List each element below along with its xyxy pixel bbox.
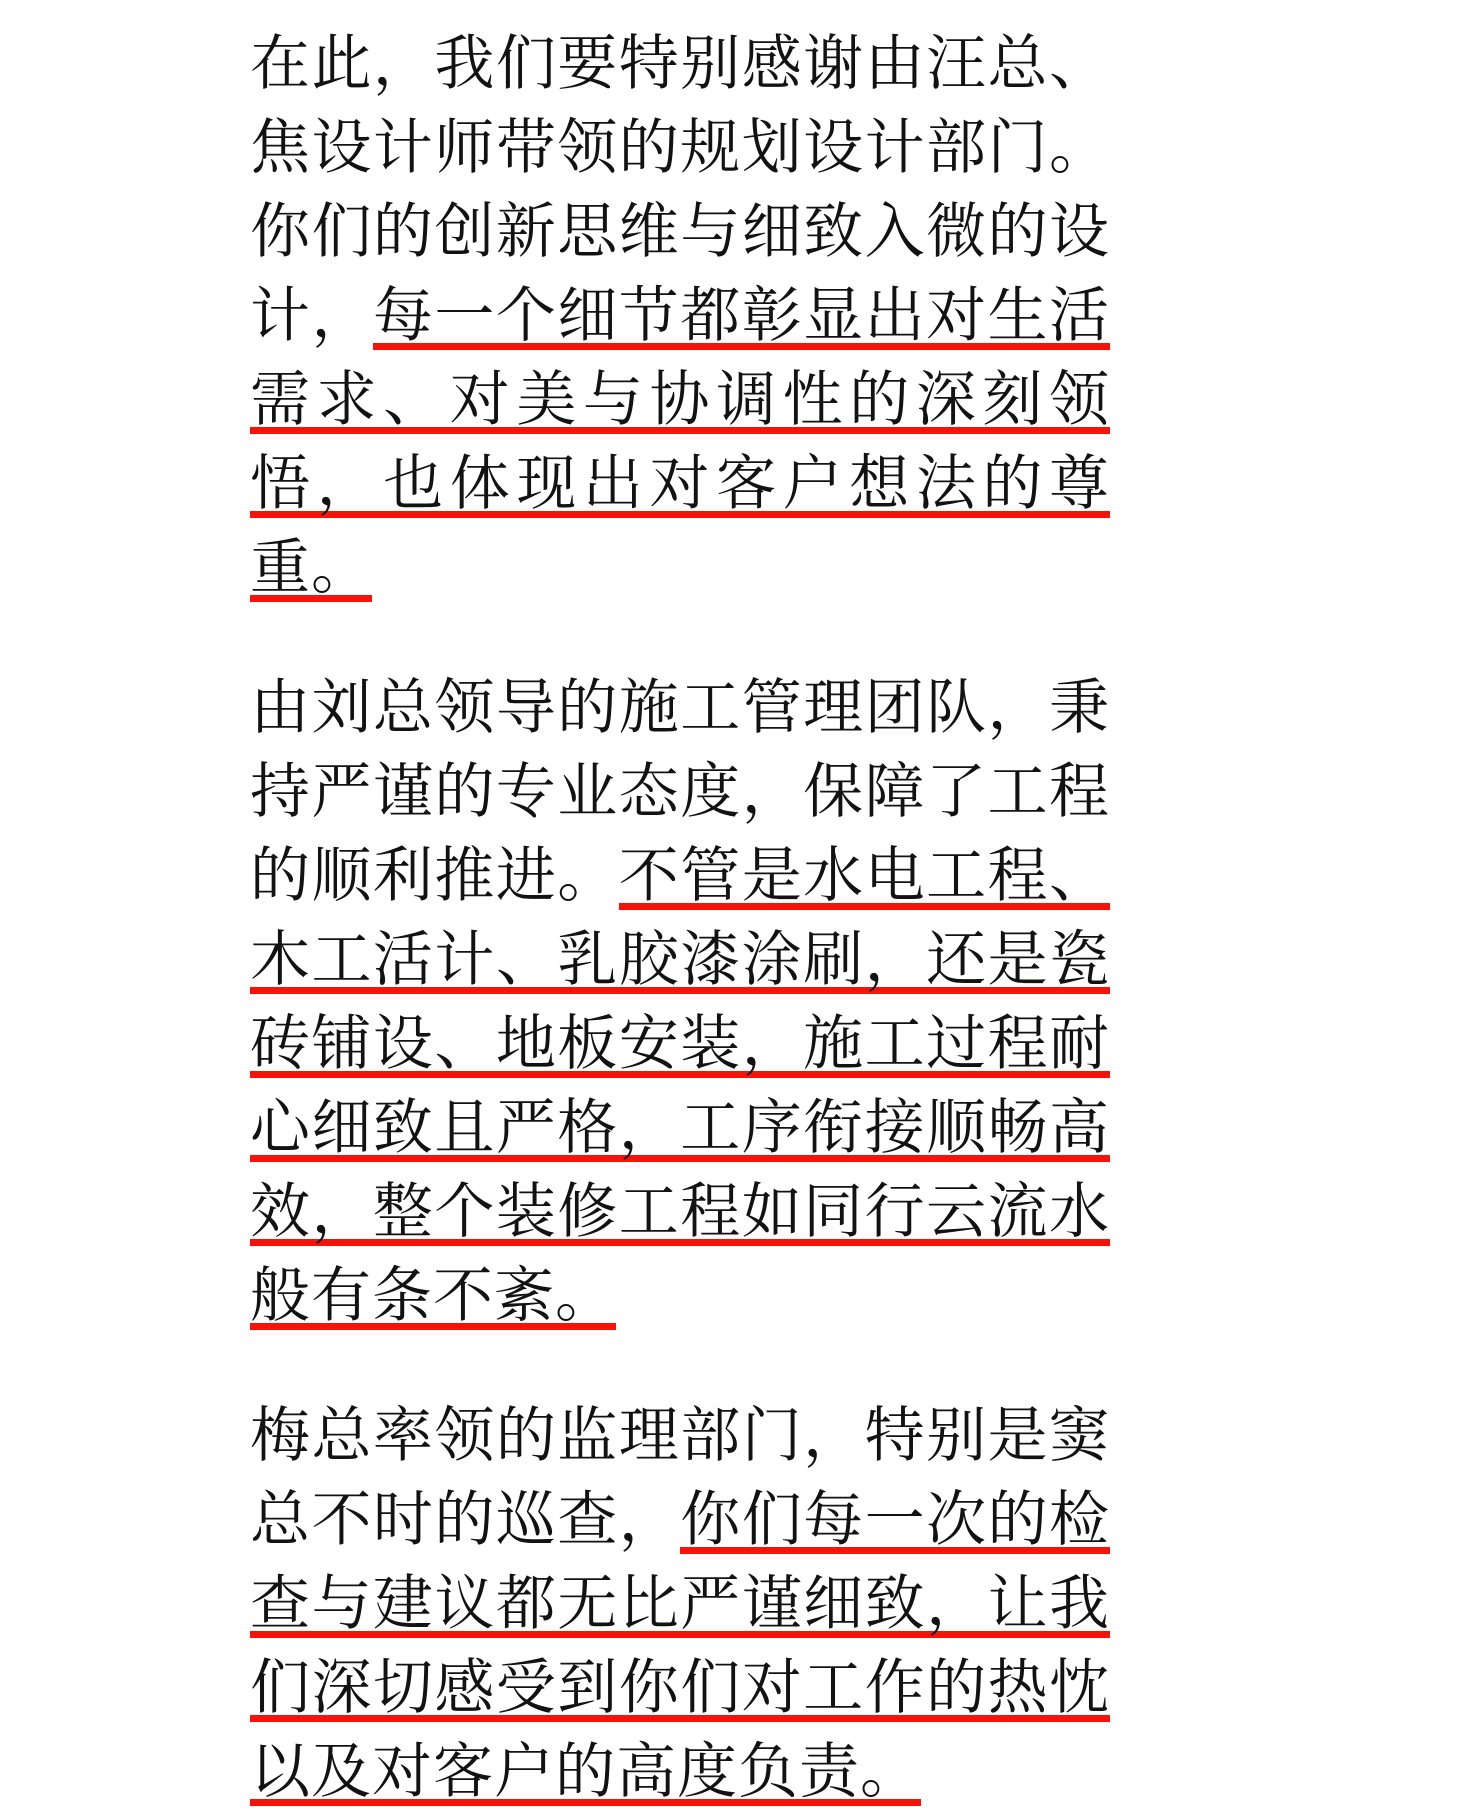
paragraph-1-run-plain: 在此，我们要特别感谢由汪总、焦设计师带领的规划设计部门。你们的创新思维与细致入微的设计， (250, 29, 1110, 351)
paragraph-2 (250, 666, 1110, 1338)
paragraph-1-run-highlighted: 每一个细节都彰显出对生活需求、对美与协调性的深刻领悟，也体现出对客户想法的尊重。 (250, 281, 1111, 603)
paragraph-1 (250, 22, 1110, 610)
paragraph-3-run-highlighted: 你们每一次的检查与建议都无比严谨细致，让我们深切感受到你们对工作的热忱以及对客户的高度负责。 (250, 1485, 1111, 1807)
paragraph-3 (250, 1394, 1110, 1814)
paragraph-2-run-highlighted: 不管是水电工程、木工活计、乳胶漆涂刷，还是瓷砖铺设、地板安装，施工过程耐心细致且严格，工序衔接顺畅高效，整个装修工程如同行云流水般有条不紊。 (250, 841, 1111, 1331)
paragraph-2-run-plain: 由刘总领导的施工管理团队，秉持严谨的专业态度，保障了工程的顺利推进。 (250, 673, 1110, 911)
paragraph-3-run-plain: 梅总率领的监理部门，特别是窦总不时的巡查， (250, 1401, 1110, 1555)
